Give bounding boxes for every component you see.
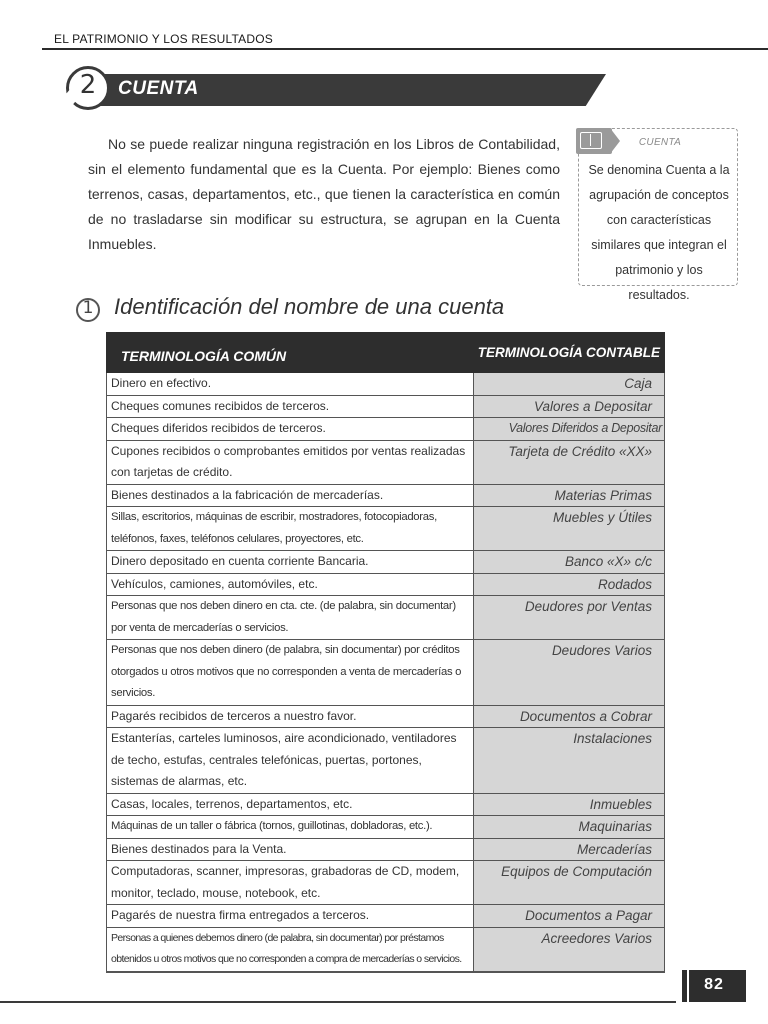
cell-accounting: Caja [474, 373, 665, 396]
cell-common: Estanterías, carteles luminosos, aire acondicionado, ventiladores de techo, estufas, centrales telefónicas, puertas, portones, sistemas de alarmas, etc. [107, 728, 474, 794]
table-row [107, 507, 665, 551]
cell-common: Dinero en efectivo. [107, 373, 474, 396]
table-row [107, 418, 665, 441]
cell-accounting: Instalaciones [474, 728, 665, 794]
header-rule [42, 48, 768, 50]
cell-common: Bienes destinados para la Venta. [107, 838, 474, 861]
cell-accounting: Banco «X» c/c [474, 551, 665, 574]
cell-accounting: Maquinarias [474, 816, 665, 839]
intro-text: No se puede realizar ninguna registración en los Libros de Contabilidad, sin el elemento fundamental que es la Cuenta. Por ejemplo: Bienes como terrenos, casas, departamentos, etc., que tienen la característica en común de no trasladarse sin modificar su estructura, se agrupan en la Cuenta Inmuebles. [88, 136, 560, 252]
cell-accounting: Inmuebles [474, 793, 665, 816]
cell-accounting: Rodados [474, 573, 665, 596]
table-row [107, 395, 665, 418]
table-row [107, 927, 665, 972]
table-row [107, 596, 665, 640]
cell-common: Cheques comunes recibidos de terceros. [107, 395, 474, 418]
cell-common: Personas que nos deben dinero (de palabra, sin documentar) por créditos otorgados u otros motivos que no corresponden a venta de mercaderías o servicios. [107, 640, 474, 706]
running-head: EL PATRIMONIO Y LOS RESULTADOS [54, 32, 273, 46]
cell-accounting: Tarjeta de Crédito «XX» [474, 440, 665, 484]
table-row [107, 838, 665, 861]
cell-common: Cupones recibidos o comprobantes emitidos por ventas realizadas con tarjetas de crédito. [107, 440, 474, 484]
subsection-title: Identificación del nombre de una cuenta [114, 294, 505, 319]
table-row [107, 640, 665, 706]
cell-accounting: Muebles y Útiles [474, 507, 665, 551]
cell-common: Bienes destinados a la fabricación de mercaderías. [107, 484, 474, 507]
cell-common: Máquinas de un taller o fábrica (tornos, guillotinas, dobladoras, etc.). [107, 816, 474, 839]
cell-accounting: Valores Diferidos a Depositar [474, 418, 665, 441]
table-header-row [107, 333, 665, 373]
cell-common: Pagarés de nuestra firma entregados a terceros. [107, 905, 474, 928]
section-number: 2 [79, 70, 97, 100]
cell-accounting: Equipos de Computación [474, 861, 665, 905]
cell-common: Personas que nos deben dinero en cta. cte. (de palabra, sin documentar) por venta de mercaderías o servicios. [107, 596, 474, 640]
cell-common: Vehículos, camiones, automóviles, etc. [107, 573, 474, 596]
cell-common: Casas, locales, terrenos, departamentos, etc. [107, 793, 474, 816]
table-row [107, 573, 665, 596]
definition-box-label: CUENTA [638, 137, 682, 148]
table-row [107, 440, 665, 484]
definition-box-text: Se denomina Cuenta a la agrupación de conceptos con características similares que integran el patrimonio y los resultados. [588, 163, 730, 302]
header-common: TERMINOLOGÍA COMÚN [107, 333, 474, 373]
table-row [107, 373, 665, 396]
cell-common: Sillas, escritorios, máquinas de escribir, mostradores, fotocopiadoras, teléfonos, faxes, teléfonos celulares, proyectores, etc. [107, 507, 474, 551]
page-number: 82 [704, 976, 724, 993]
cell-accounting: Documentos a Cobrar [474, 705, 665, 728]
table-row [107, 905, 665, 928]
table-row [107, 728, 665, 794]
table-row [107, 484, 665, 507]
cell-accounting: Mercaderías [474, 838, 665, 861]
table-row [107, 793, 665, 816]
cell-common: Pagarés recibidos de terceros a nuestro favor. [107, 705, 474, 728]
cell-accounting: Acreedores Varios [474, 927, 665, 972]
cell-accounting: Materias Primas [474, 484, 665, 507]
cell-accounting: Deudores Varios [474, 640, 665, 706]
cell-accounting: Valores a Depositar [474, 395, 665, 418]
cell-common: Computadoras, scanner, impresoras, grabadoras de CD, modem, monitor, teclado, mouse, notebook, etc. [107, 861, 474, 905]
cell-common: Cheques diferidos recibidos de terceros. [107, 418, 474, 441]
header-accounting: TERMINOLOGÍA CONTABLE [474, 333, 665, 373]
cell-accounting: Documentos a Pagar [474, 905, 665, 928]
section-title: CUENTA [118, 78, 199, 99]
book-icon [580, 132, 602, 149]
cell-common: Personas a quienes debemos dinero (de palabra, sin documentar) por préstamos obtenidos u otros motivos que no corresponden a compra de mercaderías o servicios. [107, 927, 474, 972]
footer-rule [0, 1001, 676, 1003]
terminology-table [106, 332, 665, 973]
table-row [107, 861, 665, 905]
subsection-number: 1 [82, 298, 94, 318]
table-row [107, 551, 665, 574]
cell-accounting: Deudores por Ventas [474, 596, 665, 640]
cell-common: Dinero depositado en cuenta corriente Bancaria. [107, 551, 474, 574]
intro-paragraph [88, 132, 560, 257]
table-row [107, 705, 665, 728]
table-row [107, 816, 665, 839]
